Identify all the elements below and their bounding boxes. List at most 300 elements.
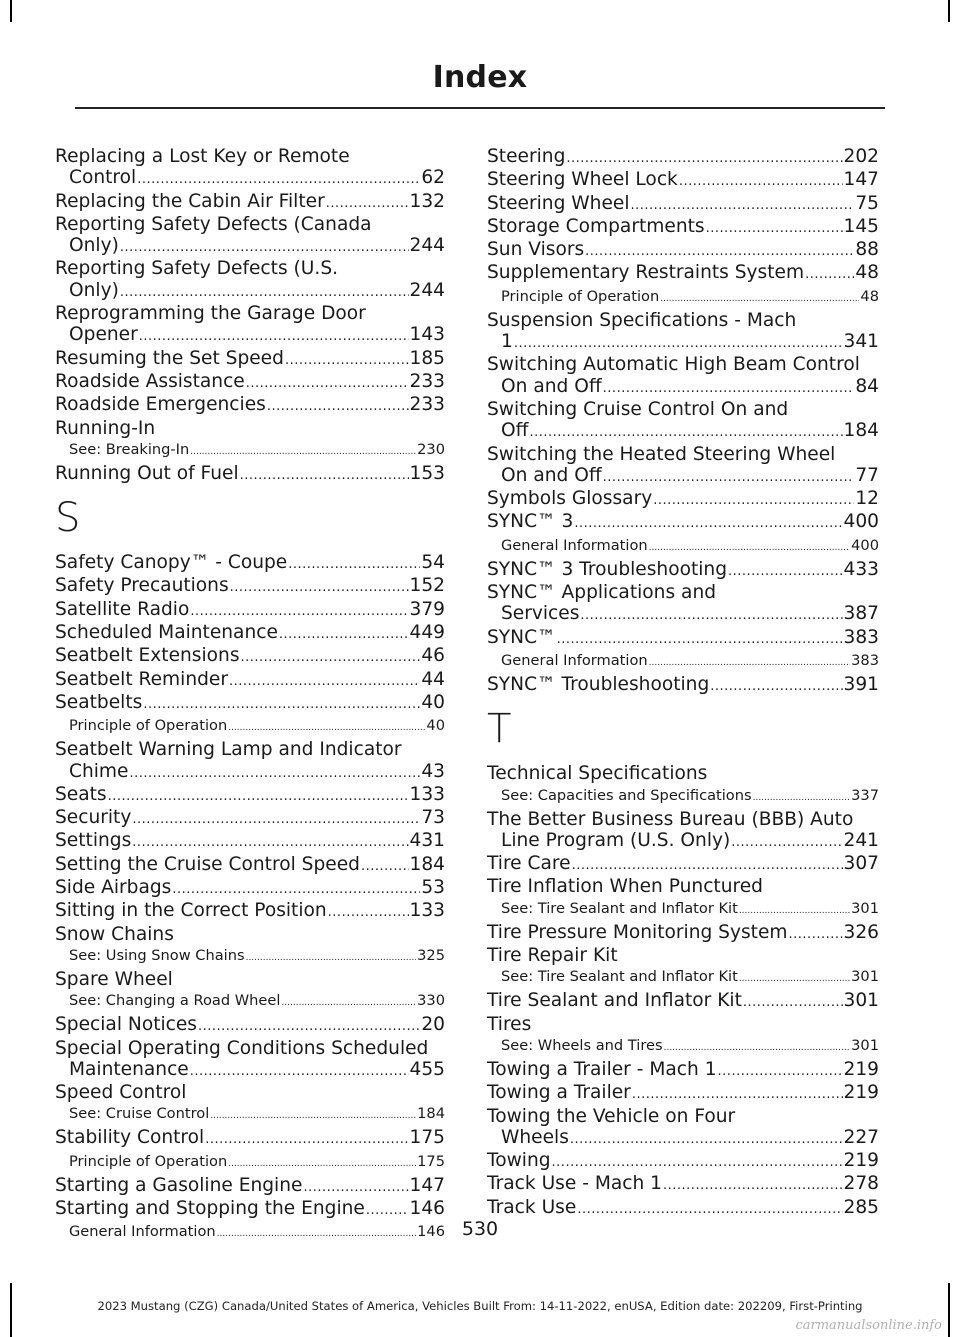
index-heading-text: Tire Repair Kit	[487, 945, 618, 967]
entry-row	[55, 645, 445, 668]
entry-label: Scheduled Maintenance	[55, 622, 278, 644]
entry-page: 44	[421, 668, 445, 690]
subentry-row	[69, 1151, 445, 1175]
index-entry[interactable]	[55, 214, 445, 259]
header-divider	[75, 107, 885, 109]
index-subentry[interactable]	[55, 1151, 445, 1175]
entry-label: Switching Automatic High Beam Control	[487, 354, 860, 376]
index-subentry[interactable]	[487, 286, 879, 310]
dot-leader	[230, 577, 409, 598]
index-entry[interactable]	[487, 262, 879, 285]
index-entry[interactable]	[487, 193, 879, 216]
entry-label: Special Notices	[55, 1014, 197, 1036]
dot-leader	[653, 490, 854, 511]
entry-row	[55, 761, 445, 784]
dot-leader	[566, 148, 842, 169]
entry-row	[55, 463, 445, 486]
dot-leader	[120, 237, 409, 258]
index-entry[interactable]	[487, 1082, 879, 1105]
subentry-row	[501, 286, 879, 310]
entry-page: 433	[843, 558, 879, 580]
entry-page: 88	[855, 239, 879, 261]
index-entry[interactable]	[487, 511, 879, 534]
subentry-label: Principle of Operation	[69, 1152, 228, 1170]
index-entry[interactable]	[487, 990, 879, 1013]
index-entry[interactable]	[55, 348, 445, 371]
entry-page: 53	[421, 877, 445, 899]
index-subentry[interactable]	[55, 715, 445, 739]
index-entry[interactable]	[487, 146, 879, 169]
entry-row	[55, 669, 445, 692]
index-heading	[55, 969, 445, 990]
dot-leader	[132, 809, 420, 830]
subentry-page: 230	[417, 440, 445, 458]
subentry-label: See: Changing a Road Wheel	[69, 992, 281, 1010]
index-entry[interactable]	[487, 559, 879, 582]
entry-label: On and Off	[501, 464, 602, 486]
index-entry[interactable]	[487, 1059, 879, 1082]
index-heading-text: Running-In	[55, 417, 156, 439]
entry-row	[55, 900, 445, 923]
index-entry[interactable]	[55, 854, 445, 877]
index-heading-text: Tires	[487, 1013, 532, 1035]
entry-row	[487, 603, 879, 626]
entry-row	[55, 324, 445, 347]
crop-mark-top-left	[10, 0, 12, 22]
subentry-page: 301	[851, 1036, 879, 1054]
crop-mark-top-right	[948, 0, 950, 22]
index-subentry[interactable]	[55, 990, 445, 1014]
entry-page: 391	[843, 673, 879, 695]
entry-row	[55, 1127, 445, 1150]
dot-leader	[240, 465, 409, 486]
dot-leader	[631, 195, 855, 216]
entry-page: 77	[855, 464, 879, 486]
subentry-page: 175	[417, 1152, 445, 1170]
entry-label: Reporting Safety Defects (Canada	[55, 213, 372, 235]
subentry-row	[69, 945, 445, 969]
entry-row	[487, 511, 879, 534]
dot-leader	[172, 879, 420, 900]
index-entry[interactable]	[55, 258, 445, 303]
entry-row	[55, 1038, 445, 1059]
index-entry[interactable]	[487, 1106, 879, 1151]
dot-leader	[137, 169, 420, 190]
entry-label: Suspension Specifications - Mach	[487, 309, 797, 331]
index-subentry[interactable]	[487, 898, 879, 922]
index-entry[interactable]	[487, 239, 879, 262]
subentry-label: Principle of Operation	[501, 287, 660, 305]
entry-label: Roadside Emergencies	[55, 394, 266, 416]
dot-leader	[718, 1061, 843, 1082]
index-entry[interactable]	[55, 669, 445, 692]
dot-leader	[660, 289, 859, 310]
index-entry[interactable]	[55, 303, 445, 348]
entry-page: 75	[855, 192, 879, 214]
index-subentry[interactable]	[487, 1035, 879, 1059]
index-entry[interactable]	[55, 599, 445, 622]
entry-row	[487, 1106, 879, 1127]
dot-leader	[557, 629, 843, 650]
entry-label: Wheels	[501, 1126, 569, 1148]
entry-label: Control	[69, 167, 137, 189]
entry-row	[55, 807, 445, 830]
entry-label: Seatbelts	[55, 691, 143, 713]
entry-row	[487, 559, 879, 582]
entry-label: Roadside Assistance	[55, 370, 245, 392]
subentry-label: Principle of Operation	[69, 717, 228, 735]
index-entry[interactable]	[487, 922, 879, 945]
dot-leader	[205, 1129, 408, 1150]
entry-label: Sitting in the Correct Position	[55, 900, 327, 922]
dot-leader	[574, 513, 842, 534]
entry-label: Steering Wheel	[487, 192, 630, 214]
index-subentry[interactable]	[487, 966, 879, 990]
page-number: 530	[461, 1218, 499, 1240]
entry-row	[487, 310, 879, 331]
dot-leader	[580, 605, 842, 626]
entry-page: 46	[421, 645, 445, 667]
index-entry[interactable]	[55, 784, 445, 807]
entry-label: Security	[55, 807, 132, 829]
index-entry[interactable]	[487, 582, 879, 627]
subentry-row	[69, 715, 445, 739]
entry-row	[487, 354, 879, 375]
dot-leader	[743, 992, 843, 1013]
dot-leader	[731, 832, 842, 853]
index-entry[interactable]	[55, 900, 445, 923]
entry-label: Services	[501, 603, 580, 625]
entry-row	[55, 622, 445, 645]
entry-page: 233	[409, 370, 445, 392]
subentry-row	[69, 439, 445, 463]
index-entry[interactable]	[487, 809, 879, 854]
entry-row	[487, 399, 879, 420]
dot-leader	[649, 653, 851, 674]
subentry-row	[501, 650, 879, 674]
dot-leader	[326, 193, 409, 214]
index-entry[interactable]	[55, 552, 445, 575]
subentry-label: See: Tire Sealant and Inflator Kit	[501, 899, 738, 917]
entry-label: Opener	[69, 324, 138, 346]
subentry-row	[501, 535, 879, 559]
entry-page: 219	[843, 1058, 879, 1080]
dot-leader	[552, 1152, 843, 1173]
index-entry[interactable]	[55, 463, 445, 486]
entry-label: Seatbelt Reminder	[55, 668, 229, 690]
subentry-page: 184	[417, 1105, 445, 1123]
entry-label: SYNC™ 3 Troubleshooting	[487, 558, 727, 580]
subentry-page: 383	[851, 651, 879, 669]
entry-row	[55, 552, 445, 575]
subentry-page: 337	[851, 786, 879, 804]
entry-row	[487, 1150, 879, 1173]
entry-label: Supplementary Restraints System	[487, 262, 805, 284]
footer-edition-note: 2023 Mustang (CZG) Canada/United States of America, Vehicles Built From: 14-11-2022, enUSA, Edition date: 202209, First-Printing	[97, 1299, 863, 1313]
entry-label: Tire Care	[487, 853, 571, 875]
index-entry[interactable]	[55, 394, 445, 417]
index-entry[interactable]	[55, 146, 445, 191]
entry-label: Tire Sealant and Inflator Kit	[487, 990, 742, 1012]
index-entry[interactable]	[55, 807, 445, 830]
index-column-right	[487, 146, 879, 1220]
entry-page: 143	[409, 324, 445, 346]
entry-row	[487, 239, 879, 262]
entry-label: Satellite Radio	[55, 598, 190, 620]
entry-page: 202	[843, 146, 879, 167]
entry-label: Replacing the Cabin Air Filter	[55, 190, 325, 212]
entry-page: 20	[421, 1014, 445, 1036]
entry-row	[55, 877, 445, 900]
index-entry[interactable]	[55, 692, 445, 715]
entry-row	[55, 235, 445, 258]
index-entry[interactable]	[487, 1150, 879, 1173]
entry-label: Side Airbags	[55, 877, 172, 899]
dot-leader	[728, 561, 843, 582]
index-subentry[interactable]	[55, 439, 445, 463]
entry-page: 152	[409, 575, 445, 597]
index-subentry[interactable]	[55, 945, 445, 969]
dot-leader	[228, 1154, 416, 1175]
dot-leader	[664, 1038, 851, 1059]
index-heading	[487, 763, 879, 784]
entry-page: 133	[409, 900, 445, 922]
index-entry[interactable]	[487, 1173, 879, 1196]
entry-label: Reprogramming the Garage Door	[55, 303, 366, 325]
entry-row	[55, 258, 445, 279]
entry-row	[55, 692, 445, 715]
index-heading	[487, 1014, 879, 1035]
dot-leader	[753, 788, 851, 809]
index-heading	[487, 945, 879, 966]
entry-row	[55, 599, 445, 622]
entry-page: 244	[409, 235, 445, 257]
index-entry[interactable]	[487, 354, 879, 399]
entry-page: 147	[843, 169, 879, 191]
index-heading	[55, 924, 445, 945]
entry-page: 219	[843, 1082, 879, 1104]
entry-row	[487, 1127, 879, 1150]
entry-label: Special Operating Conditions Scheduled	[55, 1037, 429, 1059]
index-entry[interactable]	[55, 575, 445, 598]
entry-label: The Better Business Bureau (BBB) Auto	[487, 808, 854, 830]
index-entry[interactable]	[487, 399, 879, 444]
entry-label: Line Program (U.S. Only)	[501, 829, 731, 851]
subentry-row	[501, 785, 879, 809]
index-subentry[interactable]	[487, 785, 879, 809]
entry-label: Replacing a Lost Key or Remote	[55, 146, 350, 167]
subentry-label: See: Cruise Control	[69, 1105, 210, 1123]
entry-row	[55, 1059, 445, 1082]
entry-row	[487, 465, 879, 488]
entry-page: 145	[843, 215, 879, 237]
dot-leader	[246, 948, 417, 969]
entry-row	[55, 167, 445, 190]
dot-leader	[739, 901, 850, 922]
dot-leader	[132, 832, 408, 853]
index-entry[interactable]	[55, 622, 445, 645]
index-entry[interactable]	[55, 1038, 445, 1083]
entry-row	[55, 830, 445, 853]
index-heading-text: Speed Control	[55, 1082, 187, 1104]
entry-label: Running Out of Fuel	[55, 462, 239, 484]
entry-page: 233	[409, 394, 445, 416]
dot-leader	[120, 282, 409, 303]
subentry-label: See: Tire Sealant and Inflator Kit	[501, 968, 738, 986]
entry-label: Chime	[69, 760, 129, 782]
index-entry[interactable]	[487, 488, 879, 511]
dot-leader	[285, 350, 409, 371]
entry-page: 43	[421, 760, 445, 782]
entry-label: Safety Canopy™ - Coupe	[55, 552, 288, 574]
page-title: Index	[432, 60, 528, 95]
dot-leader	[577, 1199, 842, 1220]
entry-label: Towing the Vehicle on Four	[487, 1105, 736, 1127]
entry-label: Steering	[487, 146, 566, 167]
entry-page: 73	[421, 807, 445, 829]
dot-leader	[632, 1084, 843, 1105]
index-entry[interactable]	[487, 1197, 879, 1220]
index-entry[interactable]	[487, 853, 879, 876]
entry-label: Seatbelt Warning Lamp and Indicator	[55, 739, 402, 761]
entry-row	[487, 488, 879, 511]
entry-row	[55, 146, 445, 167]
index-entry[interactable]	[487, 674, 879, 697]
index-entry[interactable]	[487, 169, 879, 192]
entry-label: SYNC™ Applications and	[487, 582, 717, 604]
subentry-label: See: Wheels and Tires	[501, 1036, 663, 1054]
entry-row	[487, 627, 879, 650]
dot-leader	[241, 647, 421, 668]
dot-leader	[805, 264, 854, 285]
entry-page: 132	[409, 190, 445, 212]
entry-label: Towing a Trailer - Mach 1	[487, 1058, 717, 1080]
dot-leader	[679, 171, 843, 192]
index-subentry[interactable]	[55, 1103, 445, 1127]
subentry-label: See: Capacities and Specifications	[501, 786, 752, 804]
entry-row	[487, 990, 879, 1013]
dot-leader	[603, 467, 855, 488]
section-letter: T	[487, 706, 512, 753]
subentry-label: General Information	[501, 651, 648, 669]
index-entry[interactable]	[487, 444, 879, 489]
dot-leader	[267, 396, 409, 417]
index-heading-text: Snow Chains	[55, 923, 174, 945]
entry-row	[487, 331, 879, 354]
entry-label: Seatbelt Extensions	[55, 645, 240, 667]
entry-label: SYNC™ 3	[487, 511, 574, 533]
index-heading-text: Spare Wheel	[55, 968, 173, 990]
dot-leader	[789, 924, 843, 945]
subentry-page: 400	[851, 536, 879, 554]
entry-page: 219	[843, 1150, 879, 1172]
entry-row	[487, 674, 879, 697]
entry-label: Sun Visors	[487, 239, 585, 261]
entry-page: 153	[409, 462, 445, 484]
index-heading	[55, 418, 445, 439]
entry-label: Seats	[55, 783, 107, 805]
dot-leader	[585, 241, 854, 262]
entry-label: Maintenance	[69, 1058, 189, 1080]
index-entry[interactable]	[487, 627, 879, 650]
entry-label: Symbols Glossary	[487, 488, 653, 510]
index-entry[interactable]	[55, 1127, 445, 1150]
subentry-label: See: Using Snow Chains	[69, 946, 245, 964]
index-entry[interactable]	[55, 1175, 445, 1198]
entry-page: 244	[409, 279, 445, 301]
entry-row	[487, 420, 879, 443]
entry-page: 383	[843, 626, 879, 648]
entry-row	[487, 262, 879, 285]
dot-leader	[288, 554, 420, 575]
entry-page: 227	[843, 1126, 879, 1148]
subentry-page: 146	[417, 1223, 445, 1241]
entry-page: 326	[843, 921, 879, 943]
dot-leader	[246, 373, 409, 394]
entry-page: 62	[421, 167, 445, 189]
subentry-row	[501, 966, 879, 990]
dot-leader	[706, 218, 843, 239]
entry-page: 147	[409, 1174, 445, 1196]
index-heading-text: Tire Inflation When Punctured	[487, 876, 763, 898]
entry-row	[55, 371, 445, 394]
subentry-row	[69, 1103, 445, 1127]
index-entry[interactable]	[487, 310, 879, 355]
entry-row	[487, 582, 879, 603]
dot-leader	[281, 993, 416, 1014]
subentry-page: 301	[851, 899, 879, 917]
index-entry[interactable]	[55, 739, 445, 784]
subentry-page: 40	[426, 717, 445, 735]
entry-label: Settings	[55, 830, 132, 852]
index-subentry[interactable]	[487, 535, 879, 559]
dot-leader	[303, 1177, 408, 1198]
dot-leader	[139, 326, 409, 347]
entry-label: Switching the Heated Steering Wheel	[487, 443, 836, 465]
entry-row	[487, 1197, 879, 1220]
entry-row	[55, 191, 445, 214]
entry-row	[55, 784, 445, 807]
entry-page: 455	[409, 1058, 445, 1080]
index-entry[interactable]	[55, 371, 445, 394]
entry-label: Track Use	[487, 1196, 577, 1218]
entry-page: 184	[409, 853, 445, 875]
entry-row	[487, 193, 879, 216]
entry-row	[55, 303, 445, 324]
dot-leader	[570, 1129, 843, 1150]
subentry-row	[501, 898, 879, 922]
dot-leader	[739, 969, 850, 990]
entry-label: Reporting Safety Defects (U.S.	[55, 258, 339, 280]
entry-row	[55, 214, 445, 235]
entry-row	[487, 830, 879, 853]
index-entry[interactable]	[55, 191, 445, 214]
dot-leader	[328, 902, 409, 923]
index-subentry[interactable]	[487, 650, 879, 674]
dot-leader	[190, 442, 416, 463]
index-entry[interactable]	[55, 645, 445, 668]
index-entry[interactable]	[55, 1014, 445, 1037]
entry-row	[487, 376, 879, 399]
index-entry[interactable]	[487, 216, 879, 239]
index-entry[interactable]	[55, 877, 445, 900]
dot-leader	[190, 1061, 409, 1082]
entry-label: 1	[501, 331, 513, 353]
entry-label: Steering Wheel Lock	[487, 169, 678, 191]
entry-page: 431	[409, 830, 445, 852]
entry-page: 278	[843, 1173, 879, 1195]
index-entry[interactable]	[55, 830, 445, 853]
